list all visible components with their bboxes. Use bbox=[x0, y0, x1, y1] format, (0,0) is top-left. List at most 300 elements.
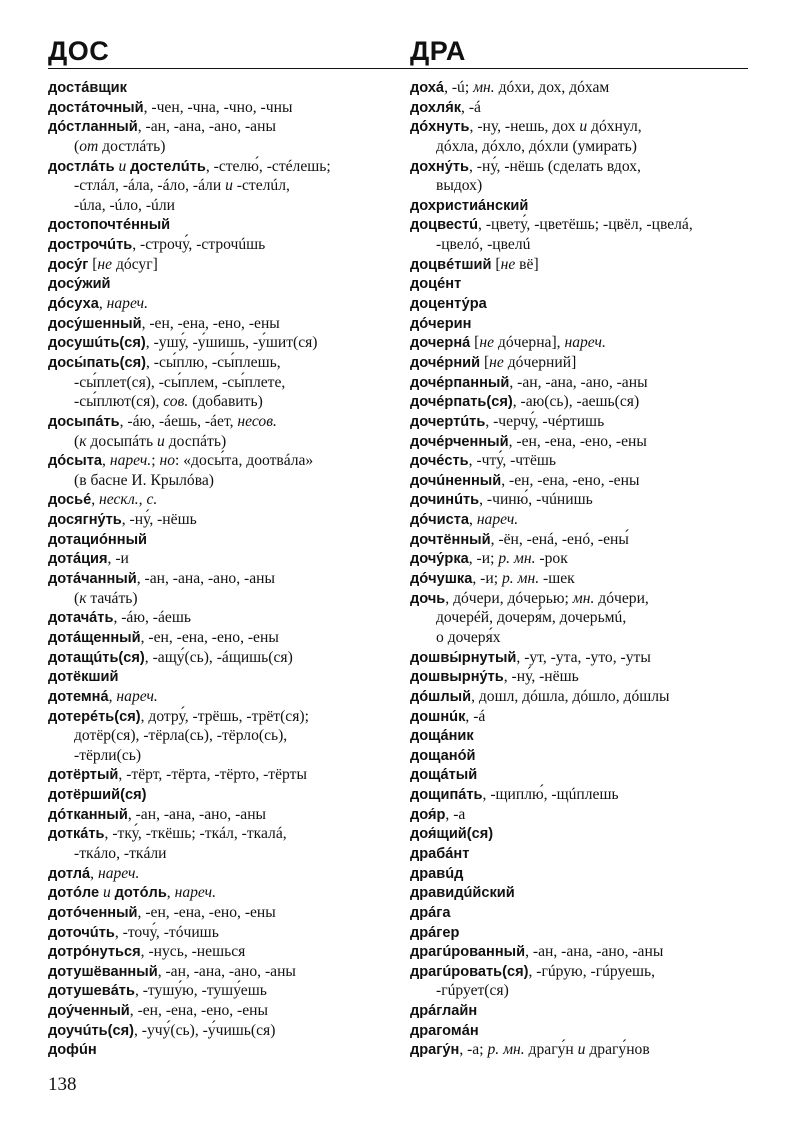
inflection-text: , -áю, -áешь, -áет, bbox=[119, 412, 238, 430]
headword: дотрóнуться bbox=[48, 944, 141, 961]
headword: дрáгер bbox=[410, 924, 460, 941]
headword: дочéрченный bbox=[410, 433, 509, 450]
inflection-text: , -ут, -ута, -уто, -уты bbox=[516, 648, 651, 666]
entry-line bbox=[48, 864, 393, 884]
entry-line bbox=[48, 333, 393, 353]
entry-line bbox=[410, 451, 755, 471]
inflection-text: , -ан, -ана, -ано, -аны bbox=[509, 373, 648, 391]
grammar-note: сов. bbox=[163, 393, 189, 411]
entry-line bbox=[48, 235, 393, 255]
header-first-word: ДОС bbox=[48, 36, 110, 66]
entry-line bbox=[410, 942, 755, 962]
headword: дочéрний bbox=[410, 354, 481, 371]
headword: досягну́ть bbox=[48, 512, 122, 529]
inflection-text: (добавить) bbox=[188, 393, 263, 411]
header-last-word: ДРА bbox=[410, 36, 466, 66]
entry-line bbox=[410, 923, 755, 943]
inflection-text: ( bbox=[74, 589, 80, 607]
headword: дощáтый bbox=[410, 767, 478, 784]
headword: дочéсть bbox=[410, 453, 469, 470]
headword: дочертúть bbox=[410, 413, 486, 430]
inflection-text: , дошл, дóшла, дóшло, дóшлы bbox=[471, 687, 670, 705]
inflection-text: , bbox=[91, 491, 99, 509]
entry-line bbox=[410, 353, 755, 373]
inflection-text: , -учу́(сь), -у́чишь(ся) bbox=[133, 1021, 276, 1039]
inflection-text: -сы́плет(ся), -сы́плем, -сы́плете, bbox=[74, 373, 286, 391]
left-column bbox=[48, 78, 393, 1060]
entry-line bbox=[410, 530, 755, 550]
inflection-text: дóхла, дóхло, дóхли (умирать) bbox=[436, 137, 637, 155]
headword: дотóль bbox=[114, 885, 167, 902]
entry-line bbox=[410, 707, 755, 727]
headword: дравидúйский bbox=[410, 885, 515, 902]
headword: дотациóнный bbox=[48, 531, 147, 548]
entry-line bbox=[48, 117, 393, 137]
inflection-text: , bbox=[90, 864, 98, 882]
entry-line bbox=[410, 274, 755, 294]
entry-line bbox=[48, 157, 393, 177]
grammar-note: нареч. bbox=[564, 334, 606, 352]
entry-line bbox=[410, 589, 755, 609]
inflection-text: , -ну, -нешь, дох bbox=[469, 118, 580, 136]
entry-line bbox=[48, 981, 393, 1001]
headword: дóстланный bbox=[48, 119, 138, 136]
entry-line bbox=[410, 1001, 755, 1021]
inflection-text: -гúрует(ся) bbox=[436, 982, 509, 1000]
inflection-text: [ bbox=[491, 255, 501, 273]
entry-line bbox=[48, 1001, 393, 1021]
inflection-text: досыпáть bbox=[86, 432, 158, 450]
headword: дотлá bbox=[48, 865, 91, 882]
headword: доя́щий(ся) bbox=[410, 826, 494, 843]
headword: дошвы́рнутый bbox=[410, 649, 517, 666]
grammar-note: нареч. bbox=[106, 295, 149, 313]
inflection-text: , -ен, -ена, -ено, -ены bbox=[140, 628, 279, 646]
entry-line bbox=[48, 648, 393, 668]
entry-line bbox=[48, 883, 393, 903]
grammar-note: не bbox=[479, 334, 495, 352]
headword: дочéрпать(ся) bbox=[410, 394, 513, 411]
entry-line bbox=[410, 471, 755, 491]
entry-line bbox=[48, 490, 393, 510]
grammar-note: не bbox=[489, 353, 504, 371]
inflection-text: , -щиплю́, -щúплешь bbox=[482, 786, 619, 804]
inflection-text: драгу́нов bbox=[585, 1041, 650, 1059]
entry-line bbox=[48, 549, 393, 569]
inflection-text: -сы́плют(ся), bbox=[74, 393, 164, 411]
entry-line bbox=[410, 1021, 755, 1041]
inflection-text: , -аю(сь), -аешь(ся) bbox=[512, 393, 640, 411]
headword: дощáник bbox=[410, 728, 474, 745]
headword: досьé bbox=[48, 492, 92, 509]
entry-line bbox=[410, 196, 755, 216]
grammar-note: и bbox=[577, 1041, 586, 1059]
entry-line bbox=[410, 392, 755, 412]
inflection-text: -цвелó, -цвелú bbox=[436, 236, 531, 254]
inflection-text: , -и; bbox=[472, 570, 502, 588]
inflection-text: , -ан, -ана, -ано, -аны bbox=[136, 570, 275, 588]
inflection-text: -стелúл, bbox=[232, 177, 290, 195]
entry-line bbox=[48, 78, 393, 98]
inflection-text: , -а bbox=[445, 805, 466, 823]
inflection-text: [ bbox=[480, 353, 490, 371]
inflection-text: ( bbox=[74, 137, 80, 155]
headword: драгомáн bbox=[410, 1022, 479, 1039]
inflection-text: доспáть) bbox=[164, 432, 227, 450]
inflection-text: , -ен, -ена, -ено, -ены bbox=[137, 903, 276, 921]
entry-line bbox=[410, 490, 755, 510]
entry-line bbox=[410, 608, 755, 628]
headword: дóчерин bbox=[410, 315, 472, 332]
inflection-text: дóчерний] bbox=[503, 353, 577, 371]
inflection-text: , bbox=[469, 511, 477, 529]
entry-line bbox=[410, 98, 755, 118]
inflection-text: , -черчу́, -чéртишь bbox=[485, 412, 605, 430]
headword: дотушёванный bbox=[48, 963, 158, 980]
inflection-text: , дотру́, -трёшь, -трёт(ся); bbox=[140, 707, 309, 725]
headword: дочтённый bbox=[410, 531, 491, 548]
headword: дотáчанный bbox=[48, 571, 137, 588]
entry-line bbox=[410, 235, 755, 255]
entry-line bbox=[410, 333, 755, 353]
entry-line bbox=[48, 215, 393, 235]
headword: дочúненный bbox=[410, 472, 502, 489]
inflection-text: , -гúрую, -гúруешь, bbox=[528, 962, 656, 980]
entry-line bbox=[410, 667, 755, 687]
inflection-text: дóчери, bbox=[594, 589, 649, 607]
inflection-text: , -нусь, -нешься bbox=[140, 943, 246, 961]
headword: дохристиáнский bbox=[410, 197, 529, 214]
inflection-text: , -строчу́, -строчúшь bbox=[132, 236, 266, 254]
headword: доточúть bbox=[48, 924, 115, 941]
headword: дочу́рка bbox=[410, 551, 469, 568]
inflection-text: , -ан, -ана, -ано, -аны bbox=[157, 962, 296, 980]
headword: дочернá bbox=[410, 335, 471, 352]
inflection-text: , -ú; bbox=[444, 79, 474, 96]
headword: дохля́к bbox=[410, 99, 462, 116]
headword: доцéнт bbox=[410, 276, 462, 293]
headword: дóсуха bbox=[48, 296, 99, 313]
entry-line bbox=[410, 215, 755, 235]
headword: драбáнт bbox=[410, 845, 470, 862]
headword: дóтканный bbox=[48, 806, 128, 823]
headword: доцвéтший bbox=[410, 256, 492, 273]
inflection-text: вё] bbox=[515, 255, 539, 273]
entry-line bbox=[48, 137, 393, 157]
headword: доткáть bbox=[48, 826, 105, 843]
inflection-text: , bbox=[166, 884, 175, 902]
inflection-text: тачáть) bbox=[86, 589, 138, 607]
inflection-text: -тёрли(сь) bbox=[74, 746, 142, 764]
entry-line bbox=[48, 844, 393, 864]
headword: дочéрпанный bbox=[410, 374, 510, 391]
headword: дóшлый bbox=[410, 688, 472, 705]
headword: дохá bbox=[410, 80, 445, 96]
inflection-text: , -тушу́ю, -тушу́ешь bbox=[134, 982, 267, 1000]
headword: достáточный bbox=[48, 99, 144, 116]
inflection-text: , -точу́, -тóчишь bbox=[114, 923, 219, 941]
headword: дохну́ть bbox=[410, 158, 469, 175]
inflection-text: -рок bbox=[535, 550, 568, 568]
entry-line bbox=[48, 196, 393, 216]
inflection-text: достлáть) bbox=[98, 137, 166, 155]
grammar-note: нареч. bbox=[97, 864, 140, 882]
headword: дотемнá bbox=[48, 688, 109, 705]
entry-line bbox=[48, 451, 393, 471]
headword: досу́г bbox=[48, 256, 89, 273]
headword: достелúть bbox=[130, 158, 206, 175]
headword: досы́пать(ся) bbox=[48, 354, 146, 371]
grammar-note: р. мн. bbox=[501, 570, 540, 588]
entry-line bbox=[410, 628, 755, 648]
inflection-text: , -и; bbox=[468, 550, 499, 568]
grammar-note: и bbox=[225, 177, 233, 195]
grammar-note: мн. bbox=[572, 589, 595, 607]
inflection-text: дочерéй, дочеря́м, дочерьмú, bbox=[436, 609, 627, 627]
headword: дотушевáть bbox=[48, 983, 135, 1000]
entry-line bbox=[48, 1021, 393, 1041]
entry-line bbox=[410, 805, 755, 825]
headword: дошвырну́ть bbox=[410, 669, 504, 686]
entry-line bbox=[410, 549, 755, 569]
entry-line bbox=[48, 176, 393, 196]
entry-line bbox=[48, 589, 393, 609]
grammar-note: нареч. bbox=[476, 511, 519, 529]
headword: доценту́ра bbox=[410, 296, 487, 313]
inflection-text: , -ан, -ана, -ано, -аны bbox=[525, 943, 664, 961]
grammar-note: р. мн. bbox=[487, 1041, 525, 1059]
entry-line bbox=[48, 294, 393, 314]
entry-line bbox=[48, 687, 393, 707]
entry-line bbox=[48, 510, 393, 530]
headword: досыпáть bbox=[48, 413, 120, 430]
inflection-text: выдох) bbox=[436, 177, 483, 195]
inflection-text: , -чен, -чна, -чно, -чны bbox=[143, 98, 293, 116]
headword: досу́жий bbox=[48, 276, 111, 293]
grammar-note: нареч. bbox=[109, 452, 152, 470]
inflection-text: , -ен, -ена, -ено, -ены bbox=[129, 1002, 268, 1020]
headword: драгúровать(ся) bbox=[410, 963, 529, 980]
entry-line bbox=[410, 903, 755, 923]
inflection-text: , -ан, -ана, -ано, -аны bbox=[127, 805, 267, 823]
inflection-text: дóхнул, bbox=[587, 118, 642, 136]
headword: дотерéть(ся) bbox=[48, 708, 141, 725]
entry-line bbox=[410, 883, 755, 903]
inflection-text: , -а; bbox=[459, 1041, 488, 1059]
entry-line bbox=[48, 392, 393, 412]
entry-line bbox=[410, 432, 755, 452]
inflection-text: дотёр(ся), -тёрла(сь), -тёрло(сь), bbox=[74, 727, 288, 745]
entry-line bbox=[410, 746, 755, 766]
entry-line bbox=[410, 981, 755, 1001]
entry-line bbox=[410, 765, 755, 785]
entry-line bbox=[48, 726, 393, 746]
entry-line bbox=[48, 353, 393, 373]
entry-line bbox=[410, 726, 755, 746]
grammar-note: р. мн. bbox=[498, 550, 536, 568]
entry-line bbox=[48, 373, 393, 393]
inflection-text: [ bbox=[88, 255, 98, 273]
headword: дóхнуть bbox=[410, 119, 470, 136]
headword: достáвщик bbox=[48, 80, 127, 96]
entry-line bbox=[48, 746, 393, 766]
inflection-text: : «досы́та, доотвáла» bbox=[175, 452, 314, 470]
grammar-note: и bbox=[99, 884, 115, 902]
grammar-note: несов. bbox=[237, 412, 277, 430]
headword: досу́шенный bbox=[48, 315, 142, 332]
entry-line bbox=[410, 785, 755, 805]
headword: дрáглайн bbox=[410, 1003, 478, 1020]
headword: дочь bbox=[410, 590, 446, 607]
entry-line bbox=[410, 844, 755, 864]
inflection-text: , -чту́, -чтёшь bbox=[468, 452, 557, 470]
entry-line bbox=[48, 314, 393, 334]
inflection-text: , -сы́плю, -сы́плешь, bbox=[145, 353, 281, 371]
headword: доу́ченный bbox=[48, 1003, 130, 1020]
inflection-text: , -á bbox=[465, 707, 486, 725]
inflection-text: драгу́н bbox=[524, 1041, 578, 1059]
grammar-note: мн. bbox=[473, 79, 495, 96]
entry-line bbox=[410, 78, 755, 98]
entry-line bbox=[48, 765, 393, 785]
inflection-text: , -á bbox=[461, 98, 481, 116]
headword: драгúрованный bbox=[410, 944, 526, 961]
headword: дотóле bbox=[48, 885, 100, 902]
entry-line bbox=[48, 962, 393, 982]
headword: достлáть bbox=[48, 158, 115, 175]
inflection-text: , -тёрт, -тёрта, -тёрто, -тёрты bbox=[118, 766, 307, 784]
grammar-note: к bbox=[79, 589, 87, 607]
entry-line bbox=[48, 923, 393, 943]
headword: дотёкший bbox=[48, 669, 119, 686]
entry-line bbox=[48, 412, 393, 432]
headword: дофúн bbox=[48, 1042, 97, 1059]
inflection-text: -шек bbox=[539, 570, 575, 588]
entry-line bbox=[410, 1040, 755, 1060]
inflection-text: , -ушу́, -у́шишь, -у́шит(ся) bbox=[145, 334, 318, 352]
grammar-note: к bbox=[79, 432, 87, 450]
entry-line bbox=[48, 805, 393, 825]
entry-line bbox=[48, 707, 393, 727]
inflection-text: дóчерна], bbox=[494, 334, 565, 352]
inflection-text: , -стелю́, -стéлешь; bbox=[205, 157, 331, 175]
headword: дощанóй bbox=[410, 747, 476, 764]
entry-line bbox=[48, 942, 393, 962]
headword: дрáга bbox=[410, 904, 451, 921]
inflection-text: , -цвету́, -цветёшь; -цвёл, -цвелá, bbox=[478, 216, 693, 234]
grammar-note: и bbox=[579, 118, 588, 136]
grammar-note: нареч. bbox=[116, 687, 158, 705]
entry-line bbox=[48, 667, 393, 687]
inflection-text: дóхи, дох, дóхам bbox=[494, 79, 610, 96]
entry-line bbox=[48, 471, 393, 491]
entry-line bbox=[48, 903, 393, 923]
grammar-note: и bbox=[114, 157, 131, 175]
headword: дотачáть bbox=[48, 610, 114, 627]
inflection-text: , -и bbox=[107, 550, 129, 568]
grammar-note: нареч. bbox=[174, 884, 216, 902]
headword: дошнúк bbox=[410, 708, 466, 725]
inflection-text: [ bbox=[470, 334, 480, 352]
grammar-note: но bbox=[159, 452, 175, 470]
entry-line bbox=[410, 687, 755, 707]
entry-line bbox=[410, 255, 755, 275]
inflection-text: , bbox=[108, 687, 117, 705]
headword: дотóченный bbox=[48, 904, 138, 921]
headword: дотёрший(ся) bbox=[48, 787, 147, 804]
headword: доучúть(ся) bbox=[48, 1022, 134, 1039]
grammar-note: от bbox=[79, 137, 99, 155]
inflection-text: (в басне И. Крылóва) bbox=[74, 471, 214, 489]
inflection-text: , -ну́, -нёшь bbox=[503, 668, 579, 686]
entry-line bbox=[410, 864, 755, 884]
entry-line bbox=[410, 373, 755, 393]
inflection-text: -стлáл, -áла, -áло, -áли bbox=[74, 177, 226, 195]
entry-line bbox=[48, 824, 393, 844]
entry-line bbox=[410, 510, 755, 530]
entry-line bbox=[410, 294, 755, 314]
grammar-note: и bbox=[157, 432, 165, 450]
entry-line bbox=[48, 569, 393, 589]
grammar-note: не bbox=[500, 255, 516, 273]
headword: дострочúть bbox=[48, 237, 133, 254]
entry-line bbox=[410, 824, 755, 844]
inflection-text: , -ну́, -нёшь (сделать вдох, bbox=[468, 157, 641, 175]
inflection-text: ; bbox=[151, 452, 160, 470]
inflection-text: , bbox=[102, 452, 110, 470]
inflection-text: , -тку́, -ткёшь; -ткáл, -ткалá, bbox=[104, 825, 287, 843]
grammar-note: не bbox=[97, 255, 113, 273]
inflection-text: дóсуг] bbox=[112, 255, 158, 273]
inflection-text: -úла, -úло, -úли bbox=[74, 196, 175, 214]
grammar-note: нескл., с. bbox=[99, 491, 158, 509]
inflection-text: , -ен, -ена, -ено, -ены bbox=[501, 471, 640, 489]
running-header bbox=[48, 36, 748, 72]
entry-line bbox=[410, 314, 755, 334]
inflection-text: , -ён, -енá, -енó, -ены́ bbox=[490, 530, 629, 548]
entry-line bbox=[48, 785, 393, 805]
entry-line bbox=[410, 412, 755, 432]
headword: дóчиста bbox=[410, 512, 470, 529]
entry-line bbox=[48, 628, 393, 648]
inflection-text: , -чиню́, -чúнишь bbox=[479, 491, 593, 509]
inflection-text: , дóчери, дóчерью; bbox=[445, 589, 573, 607]
entry-line bbox=[410, 137, 755, 157]
entry-line bbox=[410, 176, 755, 196]
entry-line bbox=[48, 98, 393, 118]
headword: доя́р bbox=[410, 806, 446, 823]
headword: дочинúть bbox=[410, 492, 480, 509]
headword: дотащúть(ся) bbox=[48, 649, 145, 666]
inflection-text: , -ну́, -нёшь bbox=[121, 511, 197, 529]
headword: досушúть(ся) bbox=[48, 335, 146, 352]
inflection-text: , -ан, -ана, -ано, -аны bbox=[137, 118, 276, 136]
headword: доцвестú bbox=[410, 217, 479, 234]
headword: дощипáть bbox=[410, 787, 483, 804]
page-number: 138 bbox=[48, 1074, 77, 1095]
inflection-text: -ткáло, -ткáли bbox=[74, 844, 167, 862]
inflection-text: , -ащу́(сь), -áщишь(ся) bbox=[144, 648, 293, 666]
headword: дотáция bbox=[48, 551, 108, 568]
entry-line bbox=[410, 962, 755, 982]
entry-line bbox=[48, 432, 393, 452]
inflection-text: , -ен, -ена, -ено, -ены bbox=[508, 432, 647, 450]
entry-line bbox=[410, 157, 755, 177]
inflection-text: , bbox=[98, 295, 107, 313]
entry-line bbox=[48, 274, 393, 294]
header-rule bbox=[48, 68, 748, 69]
inflection-text: , -ен, -ена, -ено, -ены bbox=[141, 314, 280, 332]
